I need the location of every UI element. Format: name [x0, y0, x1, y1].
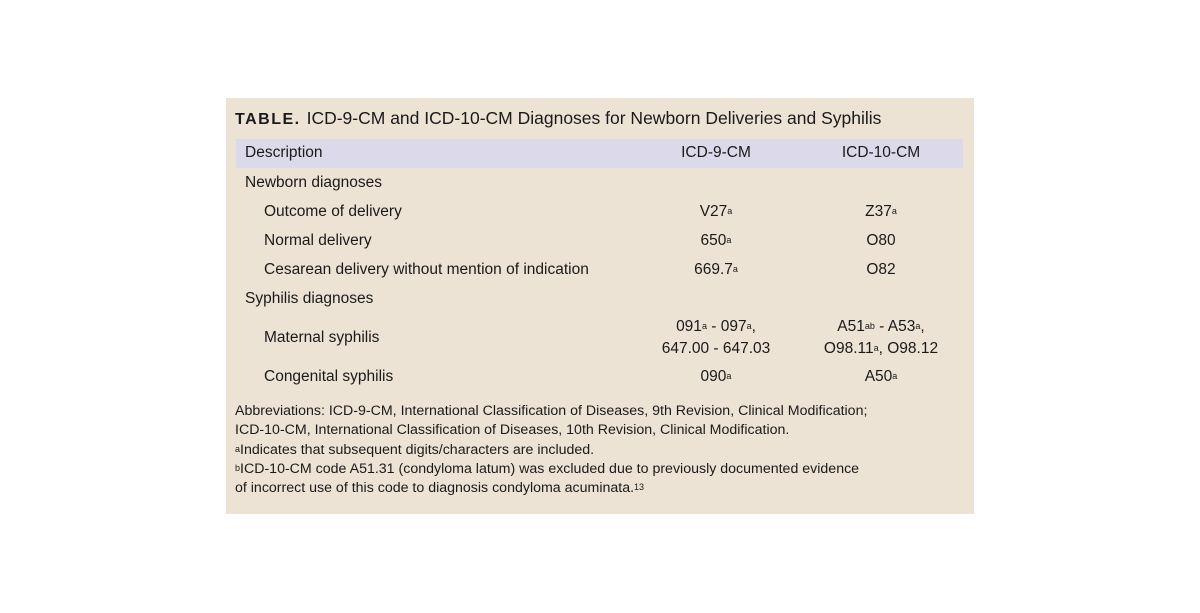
footnote-b-line-1: $^b$ICD-10-CM code A51.31 (condyloma latum) was excluded due to previously documented evidence [235, 460, 860, 477]
header-icd9: ICD-9-CM [681, 144, 751, 161]
section-label-syphilis: Syphilis diagnoses [245, 290, 374, 307]
row-icd9: 669.7$^a$ [694, 261, 738, 278]
row-icd9: 090$^a$ [700, 368, 732, 385]
table-title-text: ICD-9-CM and ICD-10-CM Diagnoses for Newborn Deliveries and Syphilis [306, 108, 882, 128]
table-footnotes [235, 402, 867, 498]
row-icd10: O82 [866, 261, 896, 278]
row-description: Congenital syphilis [264, 368, 394, 385]
footnote-b-line-2: of incorrect use of this code to diagnosis condyloma acuminata.$^{13}$ [235, 480, 645, 497]
abbreviations-line-2: ICD-10-CM, International Classification of Diseases, 10th Revision, Clinical Modification. [235, 422, 790, 439]
row-description: Outcome of delivery [264, 203, 402, 220]
row-description: Cesarean delivery without mention of indication [264, 261, 589, 278]
row-icd9: 091$^a$ - 097$^a$, [676, 318, 756, 335]
abbreviations-line-1: Abbreviations: ICD-9-CM, International Classification of Diseases, 9th Revision, Clinical Modification; [235, 403, 868, 419]
row-description: Normal delivery [264, 232, 372, 249]
table-header-row [236, 139, 963, 168]
section-label-newborn: Newborn diagnoses [245, 174, 383, 191]
row-icd9: 650$^a$ [700, 232, 732, 249]
row-icd10: $A51^{ab} - A53^a$, [837, 318, 925, 335]
footnote-a: $^a$Indicates that subsequent digits/characters are included. [235, 441, 595, 458]
row-icd9: V27$^a$ [699, 203, 733, 220]
row-icd10: Z37$^a$ [865, 203, 897, 220]
row-icd10-line2: O98.11$^a$, O98.12 [823, 340, 939, 357]
table-label: TABLE. [235, 111, 301, 128]
header-description: Description [245, 144, 323, 161]
row-icd10: A50$^a$ [864, 368, 898, 385]
row-icd10: O80 [866, 232, 896, 249]
row-description: Maternal syphilis [264, 329, 380, 346]
table-panel [226, 98, 974, 514]
row-icd9-line2: 647.00 - 647.03 [661, 340, 771, 357]
header-icd10: ICD-10-CM [841, 144, 921, 161]
table-title [235, 107, 881, 131]
